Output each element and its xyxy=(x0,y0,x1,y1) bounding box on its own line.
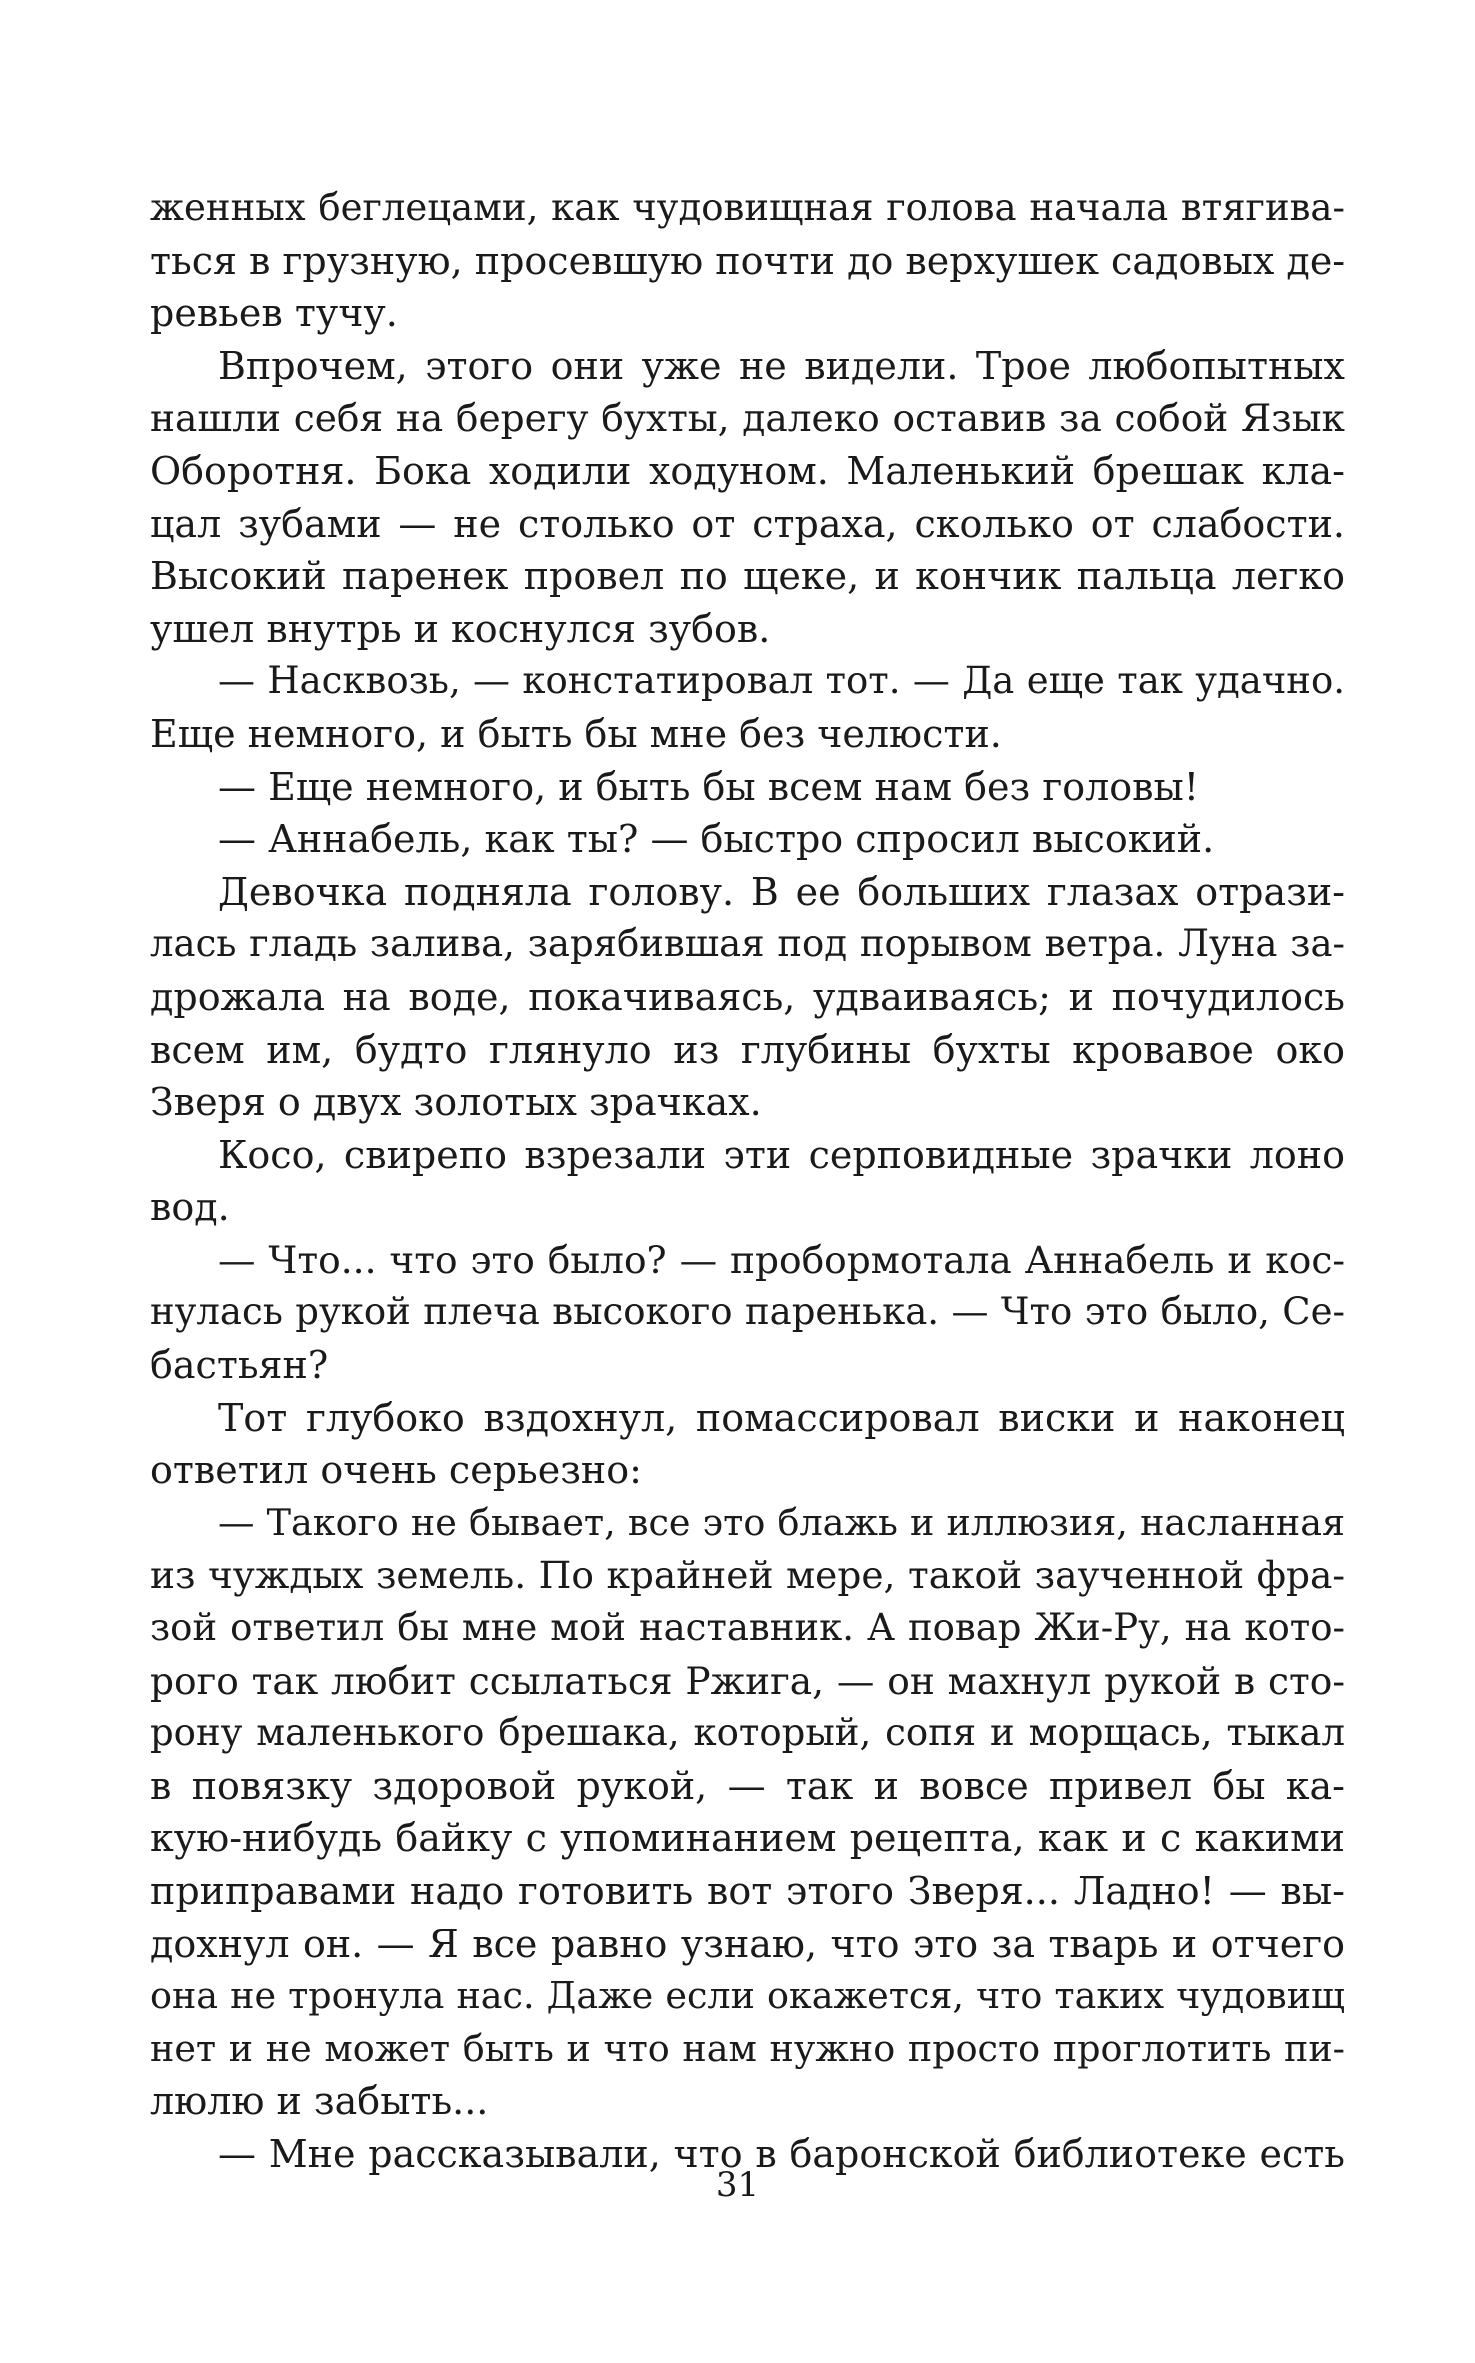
text-line: нулась рукой плеча высокого паренька. — Что это было, Се- xyxy=(150,1290,1345,1334)
text-line: дохнул он. — Я все равно узнаю, что это за тварь и отчего xyxy=(150,1921,1345,1966)
text-line: кую-нибудь байку с упоминанием рецепта, как и с какими xyxy=(150,1816,1345,1861)
text-line: рого так любит ссылаться Ржига, — он махнул рукой в сто- xyxy=(150,1658,1345,1703)
text-line: нашли себя на берегу бухты, далеко оставив за собой Язык xyxy=(150,396,1345,441)
text-line: нет и не может быть и что нам нужно просто проглотить пи- xyxy=(150,2026,1345,2070)
text-line: — Аннабель, как ты? — быстро спросил высокий. xyxy=(218,817,1215,862)
text-line: дрожала на воде, покачиваясь, удваиваясь; и почудилось xyxy=(150,974,1345,1019)
text-line: Косо, свирепо взрезали эти серповидные зрачки лоно xyxy=(218,1132,1345,1177)
body-text xyxy=(150,182,1345,2181)
text-line: женных беглецами, как чудовищная голова начала втягива- xyxy=(150,186,1345,229)
text-line: приправами надо готовить вот этого Зверя... Ладно! — вы- xyxy=(150,1869,1345,1913)
text-line: ответил очень серьезно: xyxy=(150,1448,642,1493)
text-line: Оборотня. Бока ходили ходуном. Маленький брешак кла- xyxy=(150,448,1345,493)
text-line: Девочка подняла голову. В ее больших глазах отрази- xyxy=(218,869,1345,914)
text-line: ушел внутрь и коснулся зубов. xyxy=(150,606,771,651)
text-line: — Мне рассказывали, что в баронской библиотеке есть xyxy=(218,2131,1345,2176)
text-line: Впрочем, этого они уже не видели. Трое любопытных xyxy=(218,343,1345,388)
text-line: ться в грузную, просевшую почти до верхушек садовых де- xyxy=(150,238,1345,283)
text-line: в повязку здоровой рукой, — так и вовсе привел бы ка- xyxy=(150,1763,1345,1808)
text-line: — Такого не бывает, все это блажь и иллюзия, насланная xyxy=(218,1500,1345,1544)
text-line: — Что... что это было? — пробормотала Аннабель и кос- xyxy=(218,1237,1345,1282)
text-line: — Еще немного, и быть бы всем нам без головы! xyxy=(218,764,1200,809)
text-line: люлю и забыть... xyxy=(150,2079,489,2124)
text-line: она не тронула нас. Даже если окажется, что таких чудовищ xyxy=(150,1974,1345,2018)
text-line: Тот глубоко вздохнул, помассировал виски и наконец xyxy=(218,1395,1345,1440)
text-line: бастьян? xyxy=(150,1343,329,1388)
text-line: рону маленького брешака, который, сопя и морщась, тыкал xyxy=(150,1711,1345,1755)
text-line: Зверя о двух золотых зрачках. xyxy=(150,1080,762,1125)
text-line: — Насквозь, — констатировал тот. — Да еще так удачно. xyxy=(218,659,1345,703)
text-line: вод. xyxy=(150,1185,230,1230)
text-line: из чуждых земель. По крайней мере, такой заученной фра- xyxy=(150,1553,1345,1598)
text-line: цал зубами — не столько от страха, сколько от слабости. xyxy=(150,501,1345,546)
text-line: всем им, будто глянуло из глубины бухты кровавое око xyxy=(150,1027,1345,1072)
text-line: лась гладь залива, зарябившая под порывом ветра. Луна за- xyxy=(150,922,1345,966)
text-line: Еще немного, и быть бы мне без челюсти. xyxy=(150,711,1002,756)
text-line: ревьев тучу. xyxy=(150,291,398,336)
text-line: Высокий паренек провел по щеке, и кончик пальца легко xyxy=(150,554,1345,599)
text-line: зой ответил бы мне мой наставник. А повар Жи-Ру, на кото- xyxy=(150,1606,1345,1650)
page-number: 31 xyxy=(715,2165,760,2205)
